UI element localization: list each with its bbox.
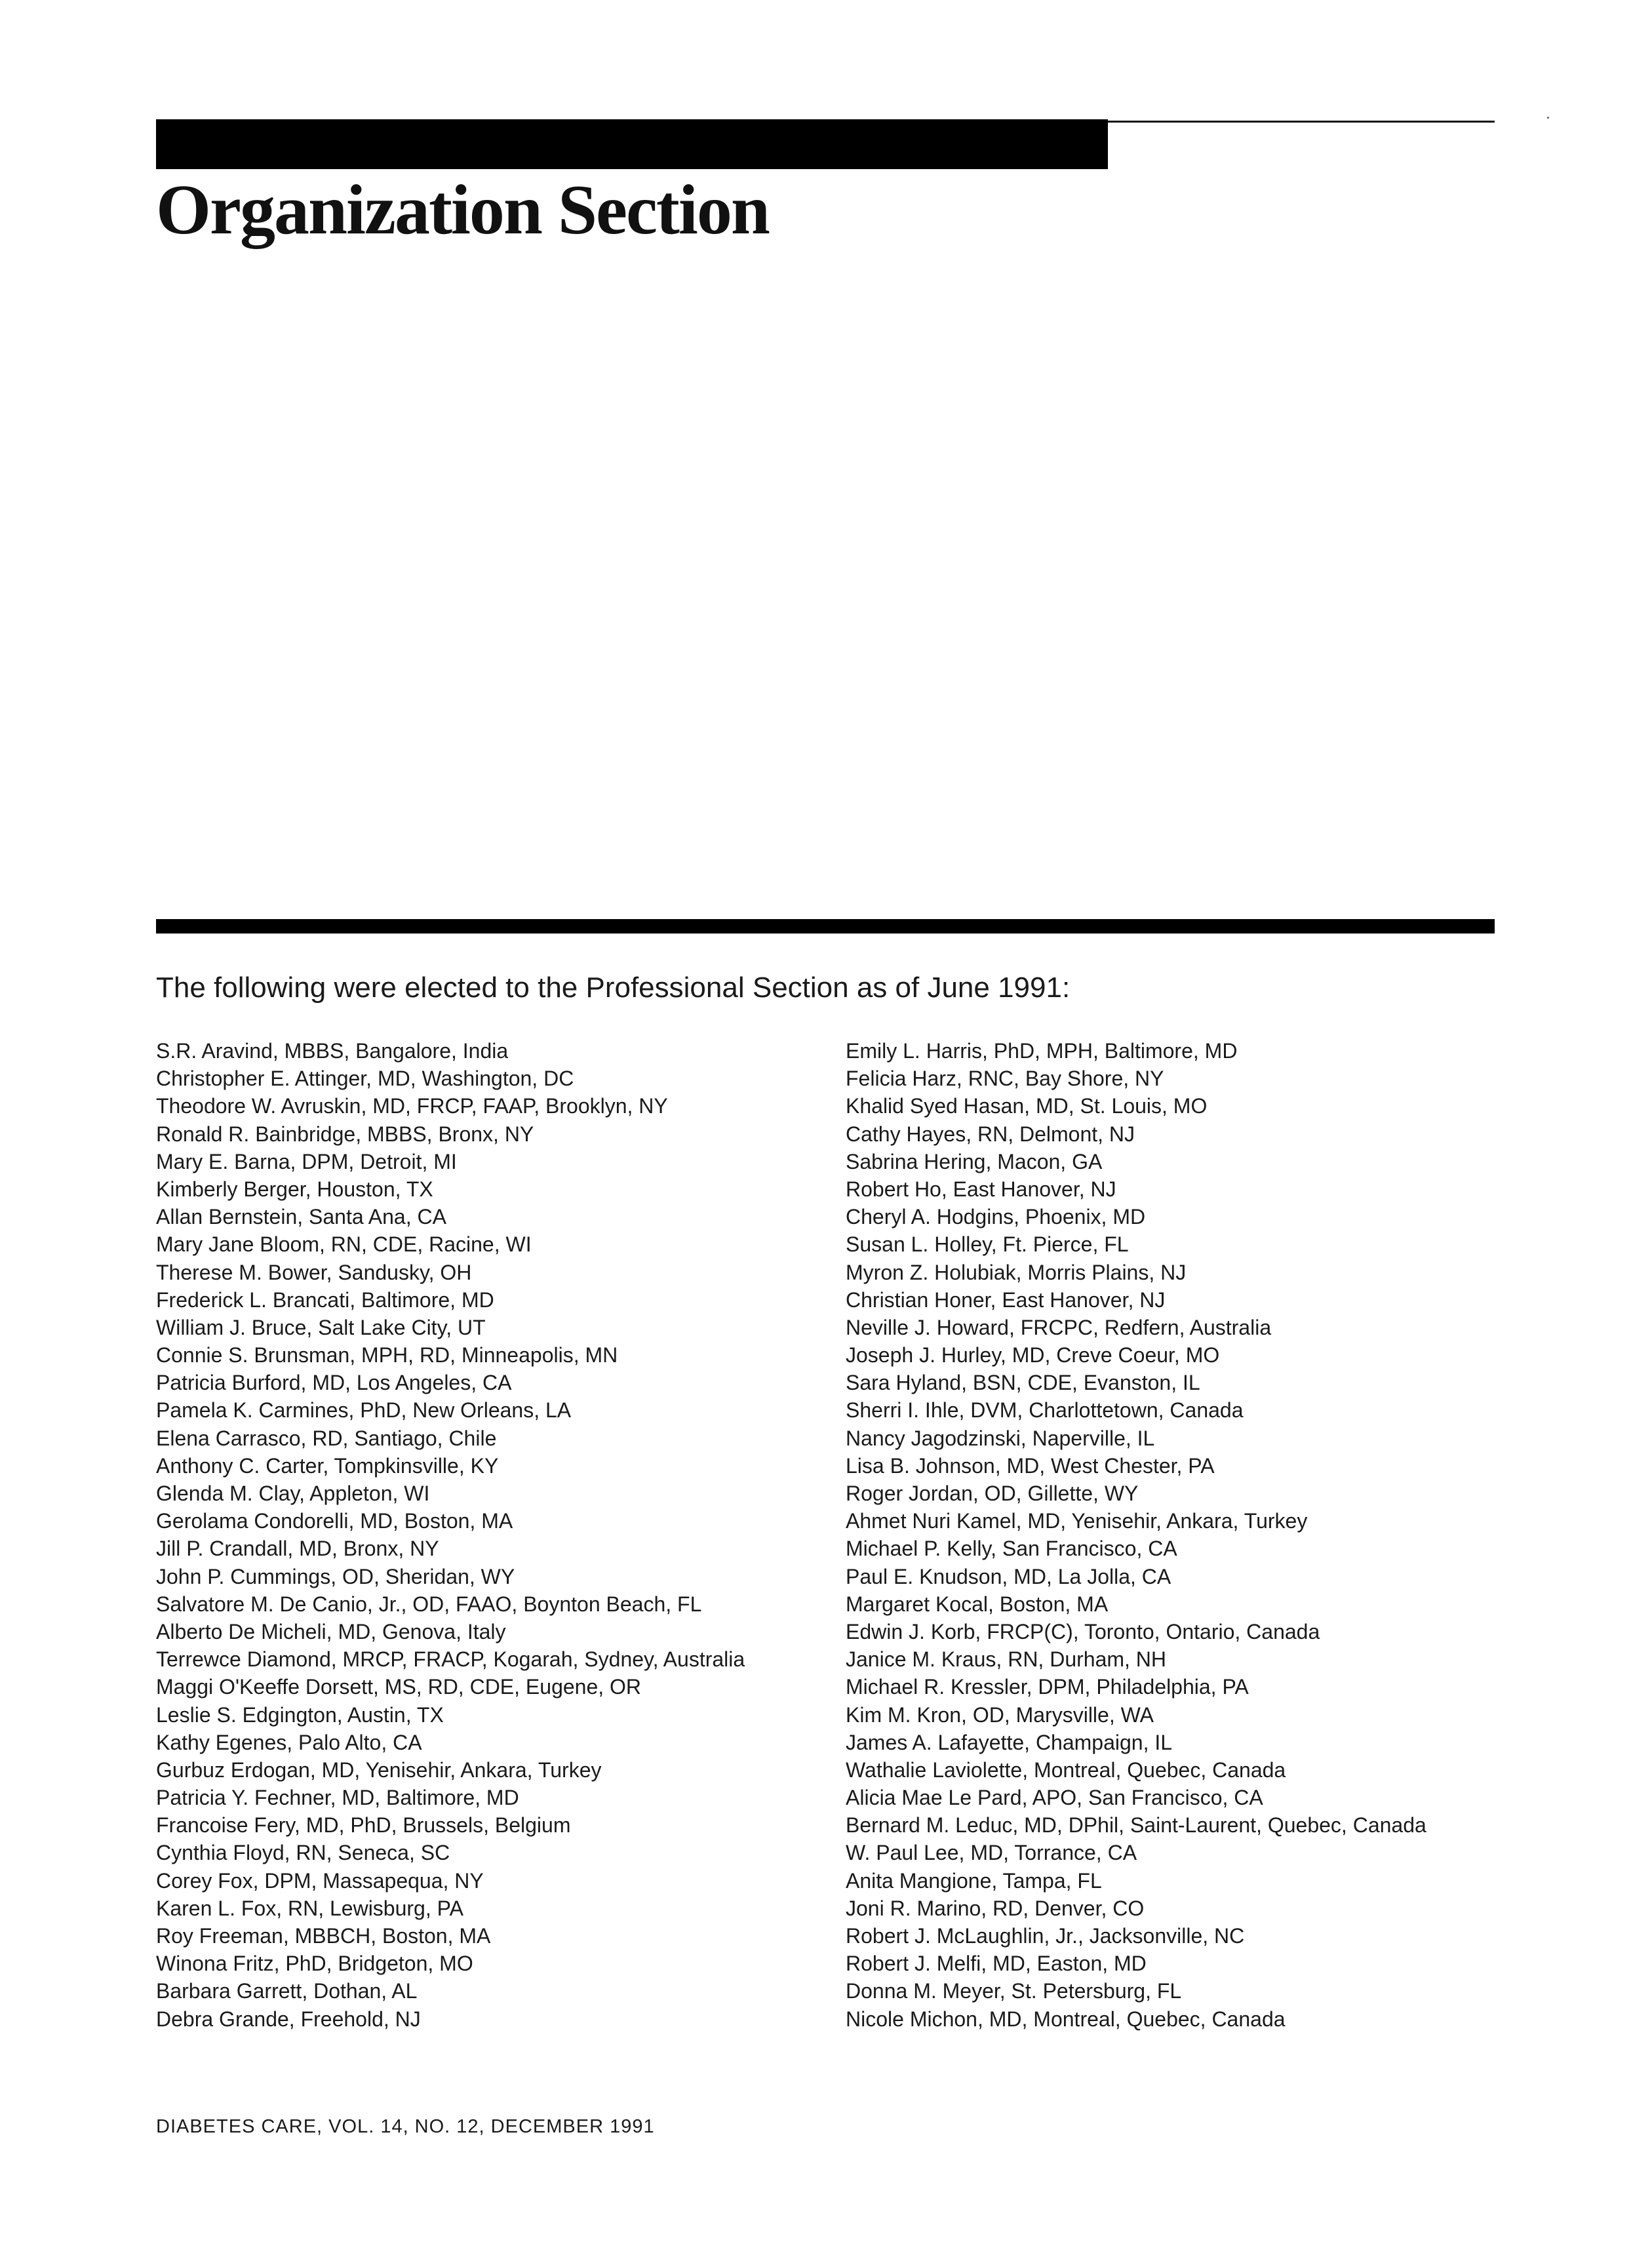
member-entry: Kim M. Kron, OD, Marysville, WA: [846, 1702, 1154, 1727]
member-entry: Terrewce Diamond, MRCP, FRACP, Kogarah, Sydney, Australia: [156, 1647, 745, 1672]
member-entry: Janice M. Kraus, RN, Durham, NH: [846, 1647, 1167, 1672]
member-entry: Kathy Egenes, Palo Alto, CA: [156, 1730, 422, 1754]
member-entry: Donna M. Meyer, St. Petersburg, FL: [846, 1979, 1182, 2003]
member-entry: Theodore W. Avruskin, MD, FRCP, FAAP, Brooklyn, NY: [156, 1094, 668, 1118]
member-entry: Patricia Y. Fechner, MD, Baltimore, MD: [156, 1786, 519, 1810]
member-entry: Gurbuz Erdogan, MD, Yenisehir, Ankara, Turkey: [156, 1758, 602, 1782]
member-entry: Elena Carrasco, RD, Santiago, Chile: [156, 1426, 497, 1450]
member-entry: Bernard M. Leduc, MD, DPhil, Saint-Laurent, Quebec, Canada: [846, 1813, 1426, 1838]
member-entry: Ronald R. Bainbridge, MBBS, Bronx, NY: [156, 1122, 534, 1146]
member-entry: Sabrina Hering, Macon, GA: [846, 1149, 1103, 1173]
member-entry: Connie S. Brunsman, MPH, RD, Minneapolis, MN: [156, 1343, 618, 1367]
member-entry: Jill P. Crandall, MD, Bronx, NY: [156, 1537, 439, 1561]
member-entry: Cathy Hayes, RN, Delmont, NJ: [846, 1122, 1135, 1146]
member-entry: Wathalie Laviolette, Montreal, Quebec, Canada: [846, 1758, 1286, 1782]
member-entry: Robert J. McLaughlin, Jr., Jacksonville, NC: [846, 1924, 1245, 1948]
member-entry: S.R. Aravind, MBBS, Bangalore, India: [156, 1039, 509, 1063]
member-entry: Sherri I. Ihle, DVM, Charlottetown, Canada: [846, 1398, 1244, 1423]
member-entry: Edwin J. Korb, FRCP(C), Toronto, Ontario, Canada: [846, 1619, 1320, 1643]
member-entry: James A. Lafayette, Champaign, IL: [846, 1730, 1173, 1754]
member-list-left: [156, 1037, 745, 2033]
member-entry: Karen L. Fox, RN, Lewisburg, PA: [156, 1896, 463, 1920]
member-entry: Pamela K. Carmines, PhD, New Orleans, LA: [156, 1398, 572, 1423]
member-entry: Nicole Michon, MD, Montreal, Quebec, Canada: [846, 2007, 1286, 2031]
header-rule: [1108, 121, 1495, 123]
corner-mark: [1547, 117, 1549, 119]
member-entry: Kimberly Berger, Houston, TX: [156, 1177, 433, 1201]
member-entry: Sara Hyland, BSN, CDE, Evanston, IL: [846, 1371, 1200, 1395]
member-entry: Debra Grande, Freehold, NJ: [156, 2007, 421, 2031]
member-entry: Ahmet Nuri Kamel, MD, Yenisehir, Ankara, Turkey: [846, 1509, 1308, 1533]
member-entry: Emily L. Harris, PhD, MPH, Baltimore, MD: [846, 1039, 1238, 1063]
member-entry: Roger Jordan, OD, Gillette, WY: [846, 1482, 1139, 1505]
member-entry: Mary E. Barna, DPM, Detroit, MI: [156, 1149, 457, 1173]
member-entry: Anthony C. Carter, Tompkinsville, KY: [156, 1453, 499, 1478]
member-entry: Michael R. Kressler, DPM, Philadelphia, PA: [846, 1675, 1249, 1699]
member-entry: Khalid Syed Hasan, MD, St. Louis, MO: [846, 1094, 1208, 1118]
member-entry: Michael P. Kelly, San Francisco, CA: [846, 1537, 1177, 1561]
member-entry: John P. Cummings, OD, Sheridan, WY: [156, 1564, 515, 1588]
member-entry: William J. Bruce, Salt Lake City, UT: [156, 1315, 486, 1339]
member-entry: Alicia Mae Le Pard, APO, San Francisco, CA: [846, 1786, 1263, 1810]
member-entry: Winona Fritz, PhD, Bridgeton, MO: [156, 1952, 473, 1976]
member-entry: Francoise Fery, MD, PhD, Brussels, Belgium: [156, 1813, 571, 1838]
member-entry: Myron Z. Holubiak, Morris Plains, NJ: [846, 1260, 1187, 1284]
member-entry: Margaret Kocal, Boston, MA: [846, 1592, 1109, 1616]
member-entry: Joni R. Marino, RD, Denver, CO: [846, 1896, 1145, 1920]
member-entry: Maggi O'Keeffe Dorsett, MS, RD, CDE, Eugene, OR: [156, 1675, 642, 1699]
section-title: Organization Section: [156, 171, 769, 249]
member-entry: Leslie S. Edgington, Austin, TX: [156, 1702, 444, 1727]
member-entry: Allan Bernstein, Santa Ana, CA: [156, 1205, 446, 1229]
member-entry: Barbara Garrett, Dothan, AL: [156, 1979, 418, 2003]
member-entry: Cynthia Floyd, RN, Seneca, SC: [156, 1841, 450, 1865]
member-entry: Neville J. Howard, FRCPC, Redfern, Australia: [846, 1315, 1272, 1339]
member-entry: Robert J. Melfi, MD, Easton, MD: [846, 1952, 1147, 1976]
member-entry: Anita Mangione, Tampa, FL: [846, 1868, 1102, 1893]
journal-footer: DIABETES CARE, VOL. 14, NO. 12, DECEMBER 1991: [156, 2116, 655, 2137]
member-entry: Therese M. Bower, Sandusky, OH: [156, 1260, 472, 1284]
header-black-bar: [156, 119, 1108, 169]
member-entry: Roy Freeman, MBBCH, Boston, MA: [156, 1924, 491, 1948]
member-entry: Mary Jane Bloom, RN, CDE, Racine, WI: [156, 1232, 532, 1257]
member-entry: Alberto De Micheli, MD, Genova, Italy: [156, 1619, 506, 1643]
member-entry: Frederick L. Brancati, Baltimore, MD: [156, 1288, 494, 1312]
member-entry: Susan L. Holley, Ft. Pierce, FL: [846, 1232, 1129, 1257]
member-entry: Salvatore M. De Canio, Jr., OD, FAAO, Boynton Beach, FL: [156, 1592, 702, 1616]
member-entry: Cheryl A. Hodgins, Phoenix, MD: [846, 1205, 1146, 1229]
member-entry: Glenda M. Clay, Appleton, WI: [156, 1482, 430, 1505]
member-entry: Corey Fox, DPM, Massapequa, NY: [156, 1868, 484, 1893]
member-entry: Joseph J. Hurley, MD, Creve Coeur, MO: [846, 1343, 1220, 1367]
member-entry: Robert Ho, East Hanover, NJ: [846, 1177, 1116, 1201]
divider-bar: [156, 919, 1495, 934]
member-entry: Christopher E. Attinger, MD, Washington, DC: [156, 1067, 574, 1091]
member-entry: Gerolama Condorelli, MD, Boston, MA: [156, 1509, 513, 1533]
member-entry: Paul E. Knudson, MD, La Jolla, CA: [846, 1564, 1171, 1588]
member-entry: Lisa B. Johnson, MD, West Chester, PA: [846, 1453, 1215, 1478]
member-entry: Christian Honer, East Hanover, NJ: [846, 1288, 1166, 1312]
intro-text: The following were elected to the Professional Section as of June 1991:: [156, 972, 1071, 1004]
member-entry: Nancy Jagodzinski, Naperville, IL: [846, 1426, 1155, 1450]
member-entry: Felicia Harz, RNC, Bay Shore, NY: [846, 1067, 1164, 1091]
member-entry: Patricia Burford, MD, Los Angeles, CA: [156, 1371, 512, 1395]
member-entry: W. Paul Lee, MD, Torrance, CA: [846, 1841, 1137, 1865]
member-list-right: [846, 1037, 1426, 2033]
